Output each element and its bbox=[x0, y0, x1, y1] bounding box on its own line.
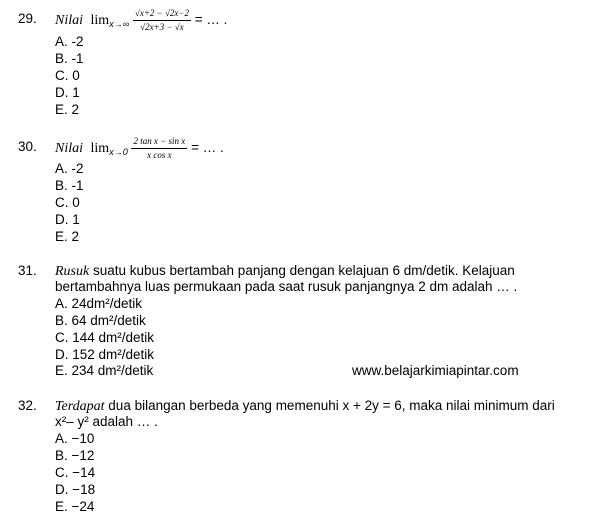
option-e: E. 2 bbox=[55, 102, 80, 117]
question-text-2: bertambahnya luas permukaan pada saat rusuk panjangnya 2 dm adalah … . bbox=[55, 279, 518, 294]
option-c: C. 144 dm²/detik bbox=[55, 330, 155, 345]
option-a: A. -2 bbox=[55, 34, 84, 49]
fraction-numerator: 2 tan x − sin x bbox=[131, 136, 187, 149]
option-d: D. −18 bbox=[55, 482, 96, 497]
question-text-1: suatu kubus bertambah panjang dengan kelajuan 6 dm/detik. Kelajuan bbox=[89, 263, 515, 278]
option-d: D. 1 bbox=[55, 85, 80, 100]
option-e: E. 2 bbox=[55, 229, 80, 244]
limit-subscript: x→∞ bbox=[109, 19, 130, 30]
question-stem bbox=[55, 8, 227, 33]
option-b: B. 64 dm²/detik bbox=[55, 313, 146, 328]
option-a: A. −10 bbox=[55, 431, 95, 446]
fraction-denominator: √2x+3 − √x bbox=[140, 22, 184, 32]
question-number: 32. bbox=[18, 398, 37, 413]
limit-symbol: lim bbox=[90, 141, 110, 157]
question-tail: = … . bbox=[187, 140, 224, 156]
question-line-1 bbox=[55, 263, 515, 280]
question-text-2: x²– y² adalah … . bbox=[55, 414, 158, 429]
fraction-numerator: √x+2 − √2x−2 bbox=[133, 8, 191, 21]
option-b: B. -1 bbox=[55, 51, 84, 66]
question-intro: Rusuk bbox=[55, 264, 90, 279]
option-b: B. −12 bbox=[55, 448, 95, 463]
option-c: C. −14 bbox=[55, 465, 96, 480]
limit-symbol: lim bbox=[90, 13, 110, 29]
option-d: D. 1 bbox=[55, 212, 80, 227]
fraction-denominator: x cos x bbox=[147, 150, 172, 160]
option-e: E. 234 dm²/detik bbox=[55, 363, 154, 378]
option-c: C. 0 bbox=[55, 68, 80, 83]
question-intro: Nilai bbox=[55, 13, 84, 29]
option-a: A. 24dm²/detik bbox=[55, 296, 143, 311]
limit-fraction bbox=[133, 8, 191, 33]
question-intro: Nilai bbox=[55, 141, 84, 157]
option-a: A. -2 bbox=[55, 161, 84, 176]
option-c: C. 0 bbox=[55, 195, 80, 210]
option-b: B. -1 bbox=[55, 178, 84, 193]
question-intro: Terdapat bbox=[55, 399, 105, 414]
question-number: 30. bbox=[18, 139, 37, 154]
limit-fraction bbox=[131, 136, 187, 161]
question-number: 29. bbox=[18, 11, 37, 26]
question-stem bbox=[55, 136, 224, 161]
limit-subscript: x→0 bbox=[109, 147, 128, 158]
question-tail: = … . bbox=[190, 12, 228, 28]
question-text-1: dua bilangan berbeda yang memenuhi x + 2y = 6, maka nilai minimum dari bbox=[104, 398, 555, 413]
question-number: 31. bbox=[18, 263, 37, 278]
option-e: E. −24 bbox=[55, 499, 95, 514]
question-line-1 bbox=[55, 398, 555, 415]
option-d: D. 152 dm²/detik bbox=[55, 347, 155, 362]
watermark-text: www.belajarkimiapintar.com bbox=[352, 363, 519, 378]
